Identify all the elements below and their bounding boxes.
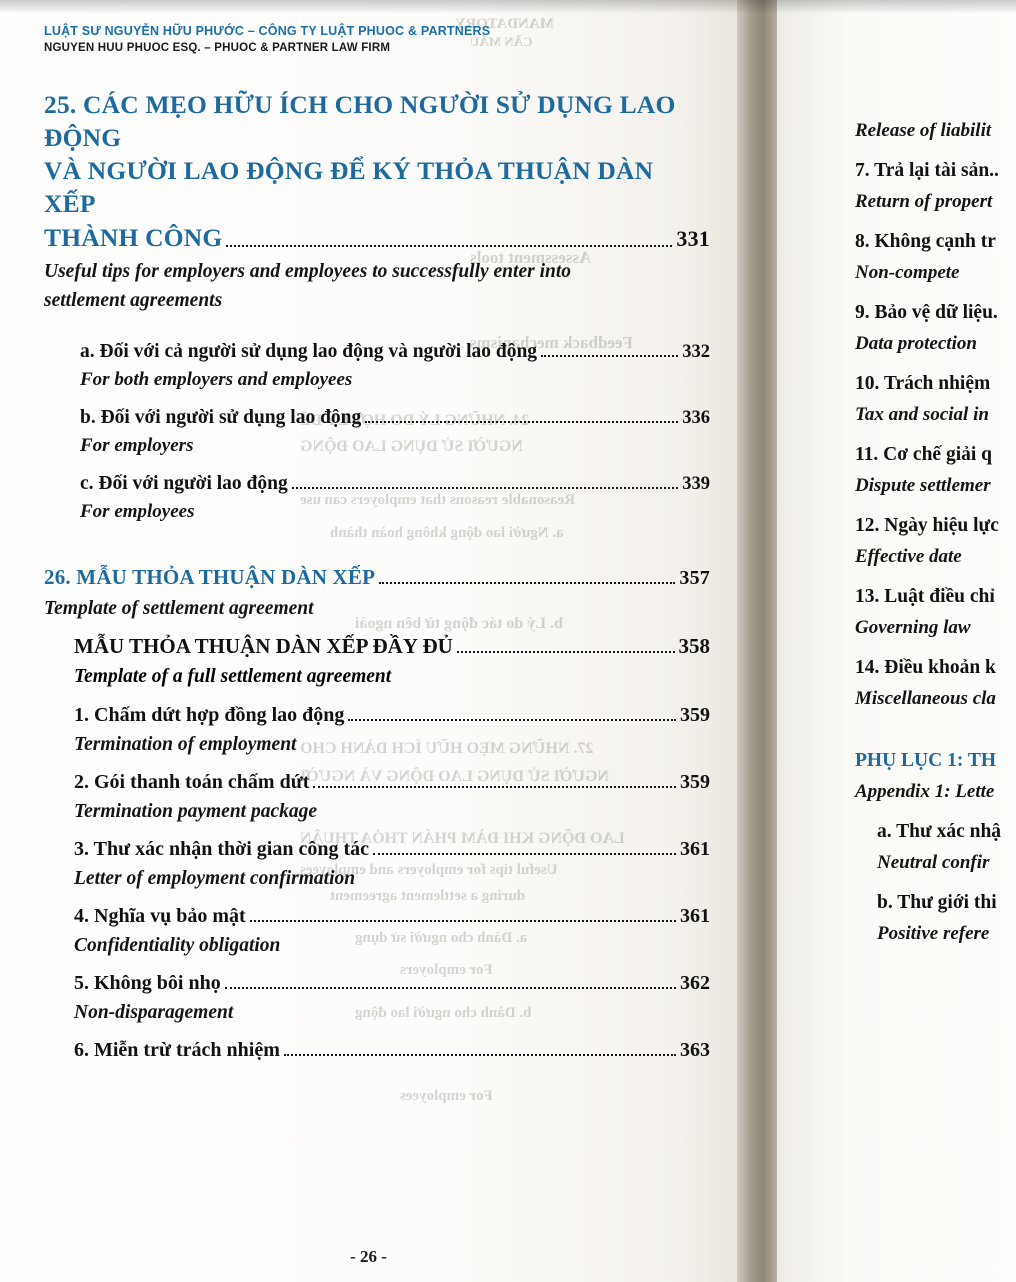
dot-leader: [348, 718, 676, 721]
right-page-toc-line: Governing law: [855, 617, 971, 638]
bleed-through-text: during a settlement agreement: [330, 888, 526, 904]
right-page-toc-line: Non-compete: [855, 262, 960, 283]
toc-entry-26-1-page: 359: [680, 704, 710, 727]
dot-leader: [284, 1053, 676, 1056]
toc-entry-25b-page: 336: [682, 408, 710, 429]
bleed-through-text: Useful tips for employers and employees: [300, 862, 558, 878]
toc-entry-25b-english: For employers: [80, 435, 194, 457]
section-25-title-line-3-text: THÀNH CÔNG: [44, 222, 223, 252]
right-page-toc-line: 13. Luật điều chỉ: [855, 586, 995, 607]
toc-entry-25b: [80, 407, 710, 429]
section-26-title: 26. MẪU THỎA THUẬN DÀN XẾP: [44, 565, 376, 590]
appendix-1-title: PHỤ LỤC 1: TH: [855, 750, 997, 771]
right-page-toc-line: 12. Ngày hiệu lực: [855, 515, 999, 536]
dot-leader: [365, 420, 678, 423]
toc-entry-section-26: [44, 565, 710, 590]
bleed-through-text: Feedback mechanisms: [470, 333, 633, 352]
toc-entry-26-3-english: Letter of employment confirmation: [74, 868, 356, 890]
appendix-1-item-a-english: Neutral confir: [877, 852, 990, 873]
dot-leader: [379, 581, 675, 584]
bleed-through-text: Assessment tools: [470, 248, 592, 267]
right-page-toc-line: 7. Trả lại tài sản..: [855, 160, 999, 181]
toc-entry-25a-english: For both employers and employees: [80, 369, 353, 391]
bleed-through-text: MANDATORY: [455, 16, 554, 32]
running-head-line-vi: LUẬT SƯ NGUYỄN HỮU PHƯỚC – CÔNG TY LUẬT PHUOC & PARTNERS: [44, 24, 491, 38]
toc-entry-template-full-text: MẪU THỎA THUẬN DÀN XẾP ĐẦY ĐỦ: [74, 634, 453, 659]
dot-leader: [373, 852, 676, 855]
section-25-english-line-1: Useful tips for employers and employees to successfully enter into: [44, 260, 571, 282]
bleed-through-text: a. Dành cho người sử dụng: [355, 930, 528, 946]
toc-entry-26-5-page: 362: [680, 972, 710, 995]
toc-entry-26-5: [74, 972, 710, 995]
section-26-page: 357: [679, 567, 710, 590]
toc-entry-26-5-text: 5. Không bôi nhọ: [74, 972, 221, 995]
appendix-1-item-b: b. Thư giới thi: [877, 892, 997, 913]
right-page-toc-line: Tax and social in: [855, 404, 989, 425]
spacer: [44, 539, 710, 565]
toc-entry-26-3: [74, 838, 710, 861]
toc-entry-template-full: [74, 634, 710, 659]
dot-leader: [457, 650, 675, 653]
toc-entry-25a-text: a. Đối với cả người sử dụng lao động và người lao động: [80, 341, 538, 363]
page-number-folio: - 26 -: [350, 1247, 387, 1266]
right-page-toc-line: Dispute settlemer: [855, 475, 991, 496]
toc-entry-26-2: [74, 771, 710, 794]
section-26-english: Template of settlement agreement: [44, 598, 314, 620]
dot-leader: [292, 486, 679, 489]
toc-entry-25c-text: c. Đối với người lao động: [80, 473, 288, 495]
toc-entry-26-2-page: 359: [680, 771, 710, 794]
section-25-english-line-2: settlement agreements: [44, 290, 223, 312]
right-page-toc-line: 8. Không cạnh tr: [855, 231, 996, 252]
running-head: [44, 24, 684, 54]
right-page-toc-line: Effective date: [855, 546, 962, 567]
toc-entry-26-6: [74, 1039, 710, 1062]
spacer: [44, 315, 710, 341]
toc-entry-26-2-text: 2. Gói thanh toán chấm dứt: [74, 771, 310, 794]
bleed-through-text: a. Người lao động không hoàn thành: [330, 525, 564, 541]
bleed-through-text: b. Dành cho người lao động: [355, 1005, 532, 1021]
right-page-toc-line: Miscellaneous cla: [855, 688, 996, 709]
running-head-line-en: NGUYEN HUU PHUOC ESQ. – PHUOC & PARTNER LAW FIRM: [44, 42, 391, 54]
toc-entry-25a-page: 332: [682, 342, 710, 363]
bleed-through-text: NGƯỜI SỬ DỤNG LAO ĐỘNG VÀ NGƯỜI: [300, 768, 610, 785]
appendix-1-english: Appendix 1: Lette: [855, 781, 995, 802]
right-page-toc-line: Return of propert: [855, 191, 993, 212]
toc-entry-26-1-english: Termination of employment: [74, 734, 297, 756]
toc-entry-template-full-page: 358: [678, 634, 710, 659]
toc-entry-26-5-english: Non-disparagement: [74, 1002, 234, 1024]
toc-entry-template-full-english: Template of a full settlement agreement: [74, 666, 392, 688]
right-page-toc-line: 10. Trách nhiệm: [855, 373, 991, 394]
toc-entry-section-25: [44, 88, 710, 254]
bleed-through-text: 27. NHỮNG MẸO HỮU ÍCH DÀNH CHO: [300, 740, 594, 757]
right-page-toc-line: Release of liabilit: [855, 120, 992, 141]
right-page-toc-line: 14. Điều khoản k: [855, 657, 996, 678]
toc-entry-25c-english: For employees: [80, 501, 195, 523]
right-page-toc-fragment: [855, 120, 1016, 945]
bleed-through-text: For employees: [400, 1088, 493, 1104]
toc-entry-25c: [80, 473, 710, 495]
dot-leader: [226, 244, 672, 247]
book-gutter-shadow: [737, 0, 777, 1282]
toc-entry-25b-text: b. Đối với người sử dụng lao động: [80, 407, 362, 429]
dot-leader: [225, 986, 676, 989]
toc-entry-26-1-text: 1. Chấm dứt hợp đồng lao động: [74, 704, 345, 727]
toc-entry-26-6-text: 6. Miễn trừ trách nhiệm: [74, 1039, 280, 1062]
toc-entry-26-2-english: Termination payment package: [74, 801, 318, 823]
toc-entry-25a: [80, 341, 710, 363]
toc-entry-26-4-text: 4. Nghĩa vụ bảo mật: [74, 905, 246, 928]
bleed-through-text: 24. NHỮNG LÝ DO HỢP LÝ ĐỂ: [300, 412, 530, 429]
section-25-title-line-1: 25. CÁC MẸO HỮU ÍCH CHO NGƯỜI SỬ DỤNG LAO ĐỘNG: [44, 90, 676, 153]
table-of-contents: [44, 88, 710, 1064]
bleed-through-text: CẦN MẪU: [470, 34, 533, 49]
section-25-title-line-2: VÀ NGƯỜI LAO ĐỘNG ĐỂ KÝ THỎA THUẬN DÀN XẾP: [44, 156, 654, 219]
right-page-toc-line: Data protection: [855, 333, 977, 354]
bleed-through-text: LAO ĐỘNG KHI ĐÀM PHÁN THỎA THUẬN: [300, 830, 625, 847]
bleed-through-text: NGƯỜI SỬ DỤNG LAO ĐỘNG: [300, 438, 523, 455]
dot-leader: [541, 354, 678, 357]
right-page-toc-line: 9. Bảo vệ dữ liệu.: [855, 302, 998, 323]
bleed-through-text: For employers: [400, 962, 493, 978]
appendix-1-item-a: a. Thư xác nhậ: [877, 821, 1002, 842]
section-25-page: 331: [676, 226, 710, 252]
toc-entry-26-3-text: 3. Thư xác nhận thời gian công tác: [74, 838, 369, 861]
toc-entry-26-6-page: 363: [680, 1039, 710, 1062]
toc-entry-26-4-english: Confidentiality obligation: [74, 935, 281, 957]
section-25-title-line-3: [44, 221, 710, 254]
dot-leader: [250, 919, 676, 922]
toc-entry-25c-page: 339: [682, 474, 710, 495]
toc-entry-26-3-page: 361: [680, 838, 710, 861]
dot-leader: [313, 785, 676, 788]
toc-entry-26-1: [74, 704, 710, 727]
bleed-through-text: b. Lý do tác động từ bên ngoài: [355, 615, 563, 632]
bleed-through-text: Reasonable reasons that employers can use: [300, 492, 576, 508]
toc-entry-26-4: [74, 905, 710, 928]
right-page-toc-line: 11. Cơ chế giải q: [855, 444, 993, 465]
toc-entry-26-4-page: 361: [680, 905, 710, 928]
appendix-1-item-b-english: Positive refere: [877, 923, 990, 944]
